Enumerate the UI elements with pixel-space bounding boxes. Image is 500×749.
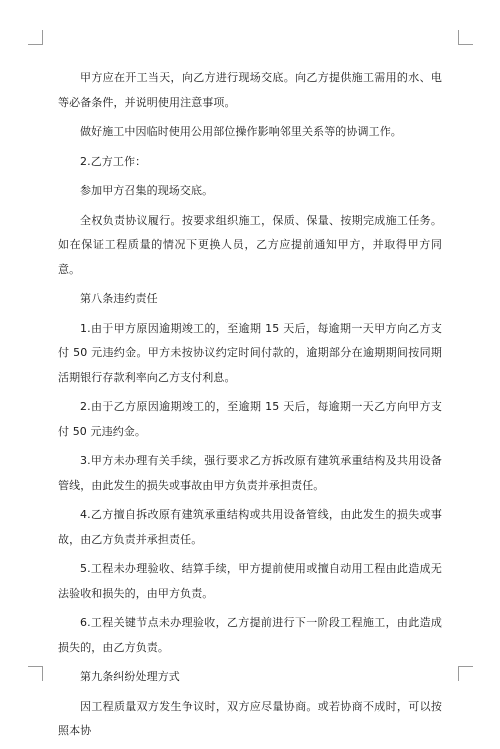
crop-mark-top-right [458, 30, 473, 45]
paragraph-attend-handover: 参加甲方召集的现场交底。 [80, 184, 214, 197]
clause-8-5: 5.工程未办理验收、结算手续，甲方提前使用或擅自动用工程由此造成无法验收和损失的，由甲方负责。 [58, 562, 442, 600]
crop-mark-top-left [28, 30, 43, 45]
heading-article-8: 第八条违约责任 [80, 292, 158, 305]
clause-8-1: 1.由于甲方原因逾期竣工的，至逾期 15 天后，每逾期一天甲方向乙方支付 50 元违约金。甲方未按协议约定时间付款的，逾期部分在逾期期间按同期活期银行存款利率向乙方支付利息。 [58, 321, 442, 384]
clause-8-6: 6.工程关键节点未办理验收，乙方提前进行下一阶段工程施工，由此造成损失的，由乙方负责。 [58, 616, 442, 654]
crop-mark-bottom-right [458, 666, 473, 681]
clause-8-3: 3.甲方未办理有关手续，强行要求乙方拆改原有建筑承重结构及共用设备管线，由此发生的损失或事故由甲方负责并承担责任。 [58, 454, 442, 492]
heading-article-9: 第九条纠纷处理方式 [80, 670, 180, 683]
heading-party-b-work: 2.乙方工作： [80, 154, 147, 168]
document-body [58, 66, 442, 749]
clause-8-4: 4.乙方擅自拆改原有建筑承重结构或共用设备管线，由此发生的损失或事故，由乙方负责并承担责任。 [58, 508, 442, 546]
paragraph-coordination: 做好施工中因临时使用公用部位操作影响邻里关系等的协调工作。 [80, 125, 402, 138]
crop-mark-bottom-left [28, 666, 43, 681]
paragraph-full-responsibility: 全权负责协议履行。按要求组织施工，保质、保量、按期完成施工任务。如在保证工程质量的情况下更换人员，乙方应提前通知甲方，并取得甲方同意。 [58, 213, 442, 276]
paragraph-dispute: 因工程质量双方发生争议时，双方应尽量协商。或若协商不成时，可以按照本协 [58, 699, 442, 737]
clause-8-2: 2.由于乙方原因逾期竣工的，至逾期 15 天后，每逾期一天乙方向甲方支付 50 元违约金。 [58, 400, 442, 438]
paragraph-handover: 甲方应在开工当天，向乙方进行现场交底。向乙方提供施工需用的水、电等必备条件，并说明使用注意事项。 [58, 71, 442, 109]
